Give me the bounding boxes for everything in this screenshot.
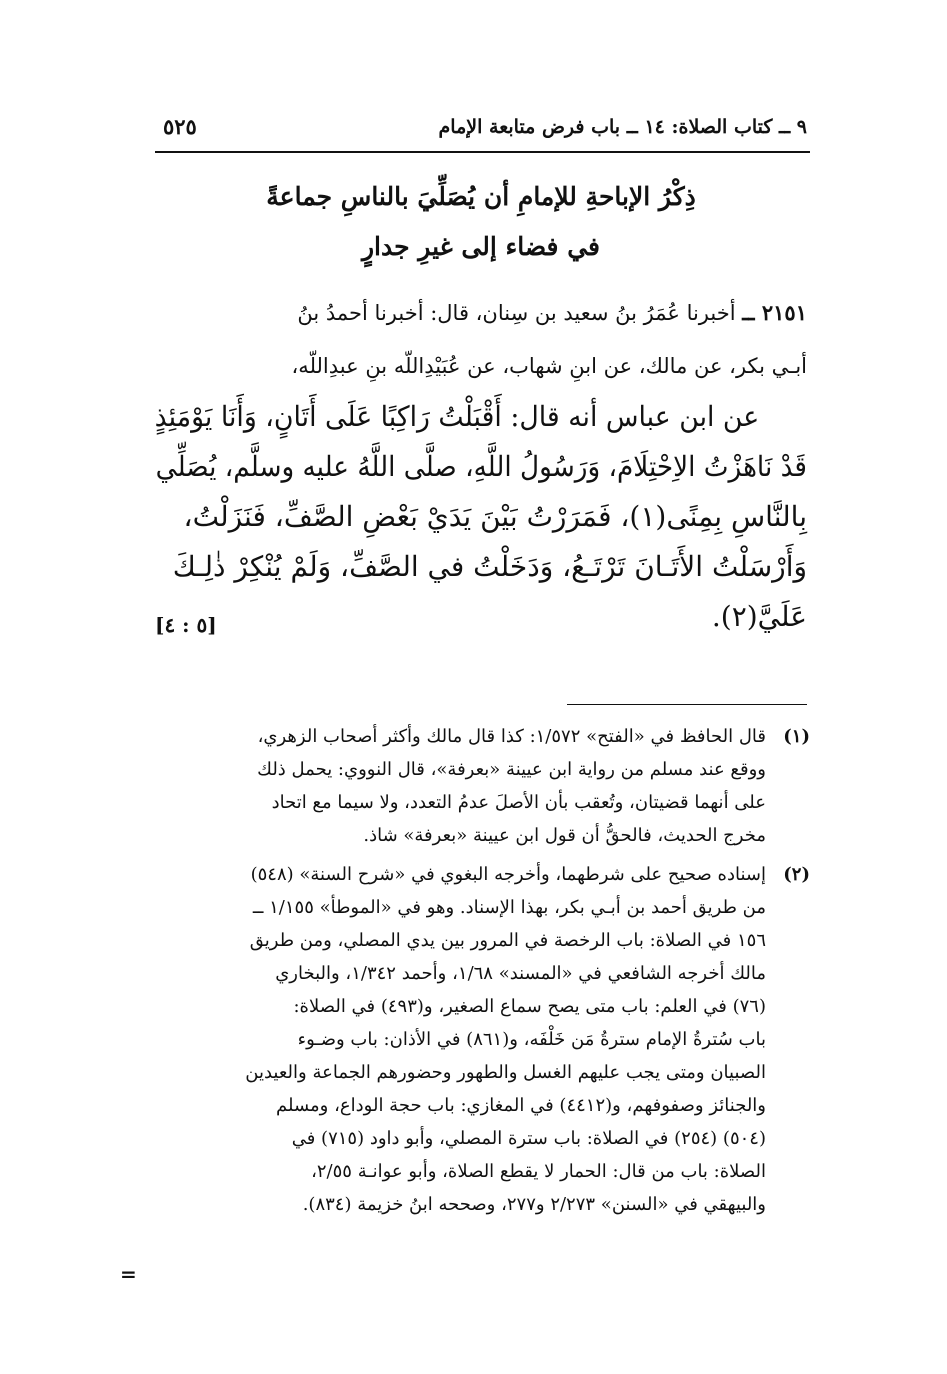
page-header [155,110,807,146]
hadith-isnad [155,286,807,393]
footnote-1 [155,720,810,852]
running-head: ٩ ــ كتاب الصلاة: ١٤ ــ باب فرض متابعة الإمام [438,116,807,138]
footnote-line: (٥٠٤) (٢٥٤) في الصلاة: باب سترة المصلي، وأبو داود (٧١٥) في [291,1128,766,1149]
chapter-title-line-1: ذِكْرُ الإباحةِ للإمامِ أن يُصَلِّيَ بالناسِ جماعةً [266,182,696,211]
footnote-line: مالك أخرجه الشافعي في «المسند» ١/٦٨، وأحمد ١/٣٤٢، والبخاري [275,963,766,984]
chapter-title-line-2: في فضاء إلى غيرِ جدارٍ [361,232,600,261]
footnote-line: ١٥٦ في الصلاة: باب الرخصة في المرور بين يدي المصلي، ومن طريق [249,930,766,951]
footnote-line: والبيهقي في «السنن» ٢/٢٧٣ و٢٧٧، وصححه ابنُ خزيمة (٨٣٤). [302,1194,766,1215]
footnote-line: (٧٦) في العلم: باب متى يصح سماع الصغير، و(٤٩٣) في الصلاة: [293,996,766,1017]
footnote-line: الصلاة: باب من قال: الحمار لا يقطع الصلاة، وأبو عوانـة ٢/٥٥، [311,1161,766,1182]
chapter-title [155,172,807,272]
page-number: ٥٢٥ [163,114,197,139]
matn-line-5: عَلَيَّ(٢). [711,600,807,633]
footnote-line: باب سُترةُ الإمام سترةُ مَن خَلْفَه، و(٨٦١) في الأذان: باب وضـوء [297,1029,766,1050]
hadith-number: ٢١٥١ ــ [742,300,807,325]
hadith-reference: [٥ : ٤] [155,613,217,637]
matn-line-4: وَأَرْسَلْتُ الأَتَـانَ تَرْتَـعُ، وَدَخَلْتُ في الصَّفِّ، وَلَمْ يُنْكِرْ ذٰلِـكَ [172,550,807,583]
footnote-line: إسناده صحيح على شرطهما، وأخرجه البغوي في «شرح السنة» (٥٤٨) [250,864,766,885]
footnote-line: والجنائز وصفوفهم، و(٤٤١٢) في المغازي: باب حجة الوداع، ومسلم [276,1095,766,1116]
matn-line-3: بِالنَّاسِ بِمِنًى(١)، فَمَرَرْتُ بَيْنَ يَدَيْ بَعْضِ الصَّفِّ، فَنَزَلْتُ، [183,500,807,533]
footnote-line: قال الحافظ في «الفتح» ١/٥٧٢: كذا قال مالك وأكثر أصحاب الزهري، [257,726,766,747]
matn-line-1: عن ابن عباس أنه قال: أَقْبَلْتُ رَاكِبًا عَلَى أَتَانٍ، وَأَنَا يَوْمَئِذٍ [154,400,760,433]
hadith-matn [155,392,807,642]
header-rule [155,151,810,153]
footnote-line: الصبيان ومتى يجب عليهم الغسل والطهور وحضورهم الجماعة والعيدين [245,1062,766,1083]
footnote-line: ووقع عند مسلم من رواية ابن عيينة «بعرفة»، قال النووي: يحمل ذلك [257,759,766,780]
isnad-text-1: أخبرنا عُمَرُ بنُ سعيد بن سِنان، قال: أخبرنا أحمدُ بنُ [297,301,736,325]
matn-line-2: قَدْ نَاهَزْتُ الاِحْتِلَامَ، وَرَسُولُ اللَّهِ، صلَّى اللَّهُ عليه وسلَّم، يُصَلِّي [155,450,808,483]
footnote-line: مخرج الحديث، فالحقُّ أن قول ابن عيينة «بعرفة» شاذ. [363,825,766,846]
footnotes [155,720,810,1221]
footnote-number: (١) [783,726,810,747]
footnote-2 [155,858,810,1221]
footnote-number: (٢) [783,864,810,885]
isnad-line-2: أبـي بكر، عن مالك، عن ابنِ شهاب، عن عُبَيْدِاللّه بنِ عبدِاللّه، [291,354,807,378]
isnad-line-1 [155,286,807,340]
footnote-line: على أنهما قضيتان، وتُعقب بأن الأصلَ عدمُ التعدد، ولا سيما مع اتحاد [271,792,766,813]
continued-mark: = [120,1262,137,1286]
footnote-rule [567,704,807,705]
footnote-line: من طريق أحمد بن أبـي بكر، بهذا الإسناد. وهو في «الموطأ» ١/١٥٥ ــ [252,897,766,918]
